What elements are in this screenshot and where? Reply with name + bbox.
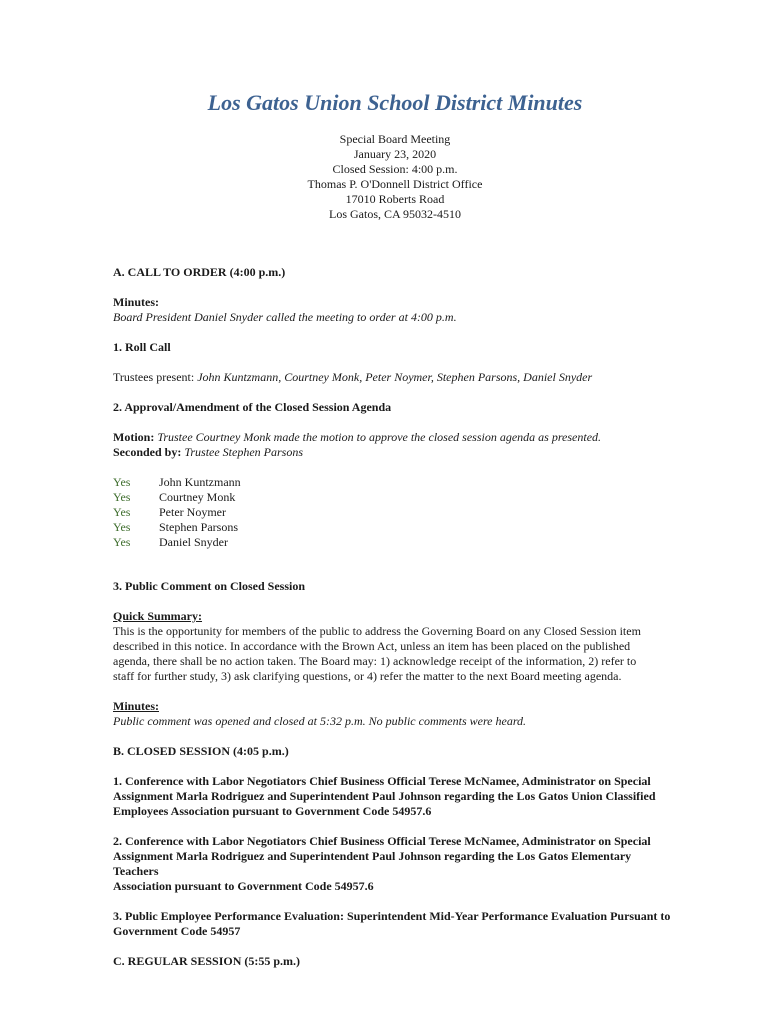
venue-street: 17010 Roberts Road — [345, 192, 445, 206]
minutes-body — [113, 265, 673, 969]
motion-line — [113, 430, 673, 445]
voter-name: John Kuntzmann — [159, 475, 241, 489]
closed-item-3 — [113, 909, 673, 939]
item-line: Assignment Marla Rodriguez and Superintendent Paul Johnson regarding the Los Gatos Elementary Teachers — [113, 849, 632, 878]
meeting-info — [0, 132, 770, 222]
seconded-text: Trustee Stephen Parsons — [184, 445, 304, 459]
trustees-present-label: Trustees present: — [113, 370, 195, 384]
section-call-to-order-heading: A. CALL TO ORDER (4:00 p.m.) — [113, 265, 286, 279]
trustees-present-names: John Kuntzmann, Courtney Monk, Peter Noymer, Stephen Parsons, Daniel Snyder — [197, 370, 593, 384]
voter-name: Daniel Snyder — [159, 535, 228, 549]
minutes-label: Minutes: — [113, 295, 159, 309]
trustees-present — [113, 370, 673, 385]
vote-value: Yes — [113, 490, 131, 504]
voter-name: Peter Noymer — [159, 505, 226, 519]
vote-list — [113, 475, 673, 550]
summary-line: agenda, there shall be no action taken. The Board may: 1) acknowledge receipt of the information, 2) refer to — [113, 654, 637, 668]
item-line: Association pursuant to Government Code 54957.6 — [113, 879, 374, 893]
session-time: Closed Session: 4:00 p.m. — [332, 162, 458, 176]
regular-session-heading: C. REGULAR SESSION (5:55 p.m.) — [113, 954, 301, 968]
summary-line: This is the opportunity for members of the public to address the Governing Board on any Closed Session item — [113, 624, 641, 638]
summary-line: staff for further study, 3) ask clarifying questions, or 4) refer the matter to the next Board meeting agenda. — [113, 669, 622, 683]
seconded-label: Seconded by: — [113, 445, 182, 459]
vote-value: Yes — [113, 475, 131, 489]
vote-value: Yes — [113, 520, 131, 534]
document-title: Los Gatos Union School District Minutes — [207, 90, 583, 115]
item-line: Employees Association pursuant to Government Code 54957.6 — [113, 804, 432, 818]
quick-summary-text — [113, 624, 673, 684]
public-minutes-label: Minutes: — [113, 699, 159, 713]
vote-row — [113, 520, 673, 535]
item-line: Government Code 54957 — [113, 924, 241, 938]
roll-call-heading: 1. Roll Call — [113, 340, 171, 354]
motion-text: Trustee Courtney Monk made the motion to approve the closed session agenda as presented. — [157, 430, 602, 444]
closed-item-2 — [113, 834, 673, 894]
meeting-date: January 23, 2020 — [353, 147, 437, 161]
voter-name: Stephen Parsons — [159, 520, 238, 534]
summary-line: described in this notice. In accordance with the Brown Act, unless an item has been placed on the published — [113, 639, 631, 653]
approval-heading: 2. Approval/Amendment of the Closed Session Agenda — [113, 400, 392, 414]
quick-summary-label: Quick Summary: — [113, 609, 203, 623]
vote-value: Yes — [113, 505, 131, 519]
item-line: Assignment Marla Rodriguez and Superintendent Paul Johnson regarding the Los Gatos Union Classified — [113, 789, 656, 803]
vote-row — [113, 475, 673, 490]
vote-row — [113, 535, 673, 550]
voter-name: Courtney Monk — [159, 490, 236, 504]
public-minutes-text: Public comment was opened and closed at 5:32 p.m. No public comments were heard. — [113, 714, 527, 728]
item-line: 1. Conference with Labor Negotiators Chief Business Official Terese McNamee, Administrator on Special — [113, 774, 651, 788]
venue-city: Los Gatos, CA 95032-4510 — [329, 207, 461, 221]
call-to-order-minutes: Board President Daniel Snyder called the meeting to order at 4:00 p.m. — [113, 310, 457, 324]
vote-value: Yes — [113, 535, 131, 549]
closed-item-1 — [113, 774, 673, 819]
venue-name: Thomas P. O'Donnell District Office — [307, 177, 483, 191]
item-line: 3. Public Employee Performance Evaluation: Superintendent Mid-Year Performance Evaluation Pursuant to — [113, 909, 671, 923]
vote-row — [113, 505, 673, 520]
closed-session-heading: B. CLOSED SESSION (4:05 p.m.) — [113, 744, 289, 758]
public-comment-heading: 3. Public Comment on Closed Session — [113, 579, 306, 593]
seconded-line — [113, 445, 673, 460]
item-line: 2. Conference with Labor Negotiators Chief Business Official Terese McNamee, Administrator on Special — [113, 834, 651, 848]
meeting-type: Special Board Meeting — [339, 132, 451, 146]
motion-label: Motion: — [113, 430, 155, 444]
vote-row — [113, 490, 673, 505]
